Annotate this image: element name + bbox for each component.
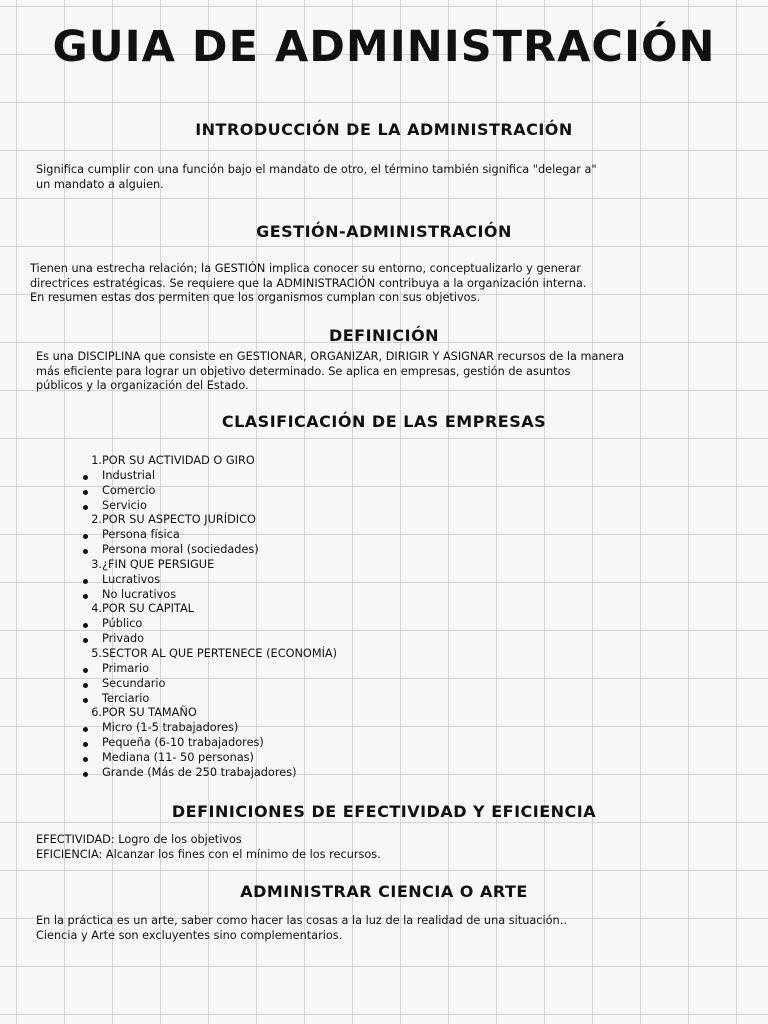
list-item: Servicio — [82, 499, 337, 514]
heading-ciencia-arte: ADMINISTRAR CIENCIA O ARTE — [240, 882, 528, 901]
heading-gestion: GESTIÓN-ADMINISTRACIÓN — [256, 222, 512, 241]
page-title: GUIA DE ADMINISTRACIÓN — [52, 22, 716, 72]
list-group-header: 4.POR SU CAPITAL — [91, 602, 194, 616]
classification-list — [82, 454, 337, 781]
text-line: públicos y la organización del Estado. — [36, 379, 249, 393]
text-line: En la práctica es un arte, saber como hacer las cosas a la luz de la realidad de una situación.. — [36, 914, 567, 927]
list-item: Terciario — [82, 692, 337, 707]
heading-introduccion: INTRODUCCIÓN DE LA ADMINISTRACIÓN — [195, 120, 573, 139]
list-item: Lucrativos — [82, 573, 337, 588]
heading-efectividad: DEFINICIONES DE EFECTIVIDAD Y EFICIENCIA — [171, 802, 597, 821]
text-line: EFICIENCIA: Alcanzar los fines con el mínimo de los recursos. — [36, 847, 381, 861]
heading-definicion: DEFINICIÓN — [328, 326, 440, 345]
list-item: Pequeña (6-10 trabajadores) — [82, 736, 337, 751]
paragraph-gestion — [30, 262, 740, 306]
list-item: Micro (1-5 trabajadores) — [82, 721, 337, 736]
text-line: más eficiente para lograr un objetivo determinado. Se aplica en empresas, gestión de asuntos — [36, 364, 571, 378]
list-item: Persona física — [82, 528, 337, 543]
paragraph-definicion — [36, 350, 746, 394]
list-item: Primario — [82, 662, 337, 677]
text-line: EFECTIVIDAD: Logro de los objetivos — [36, 833, 242, 846]
list-item: Público — [82, 617, 337, 632]
list-item: Mediana (11- 50 personas) — [82, 751, 337, 766]
text-line: directrices estratégicas. Se requiere que la ADMINISTRACIÓN contribuya a la organización interna. — [30, 276, 587, 290]
list-item: Grande (Más de 250 trabajadores) — [82, 766, 337, 781]
list-item: Industrial — [82, 469, 337, 484]
list-group-header: 2.POR SU ASPECTO JURÍDICO — [91, 513, 256, 527]
list-group-header: 3.¿FIN QUE PERSIGUE — [91, 557, 215, 571]
list-item: No lucrativos — [82, 588, 337, 603]
list-group-header: 6.POR SU TAMAÑO — [91, 706, 197, 720]
paragraph-introduccion — [36, 163, 746, 192]
text-line: Significa cumplir con una función bajo el mandato de otro, el término también significa "delegar a" — [36, 163, 597, 176]
list-group-header: 5.SECTOR AL QUE PERTENECE (ECONOMÍA) — [91, 646, 338, 660]
text-line: un mandato a alguien. — [36, 177, 164, 191]
paragraph-efectividad — [36, 833, 746, 862]
list-item: Comercio — [82, 484, 337, 499]
text-line: Tienen una estrecha relación; la GESTIÓN implica conocer su entorno, conceptualizarlo y generar — [30, 262, 581, 275]
list-item: Secundario — [82, 677, 337, 692]
text-line: En resumen estas dos permiten que los organismos cumplan con sus objetivos. — [30, 291, 481, 305]
text-line: Es una DISCIPLINA que consiste en GESTIONAR, ORGANIZAR, DIRIGIR Y ASIGNAR recursos de la manera — [36, 350, 625, 363]
list-item: Privado — [82, 632, 337, 647]
list-item: Persona moral (sociedades) — [82, 543, 337, 558]
heading-clasificacion: CLASIFICACIÓN DE LAS EMPRESAS — [221, 412, 547, 431]
list-group-header: 1.POR SU ACTIVIDAD O GIRO — [91, 454, 255, 467]
paragraph-ciencia-arte — [36, 914, 746, 943]
text-line: Ciencia y Arte son excluyentes sino complementarios. — [36, 928, 343, 942]
